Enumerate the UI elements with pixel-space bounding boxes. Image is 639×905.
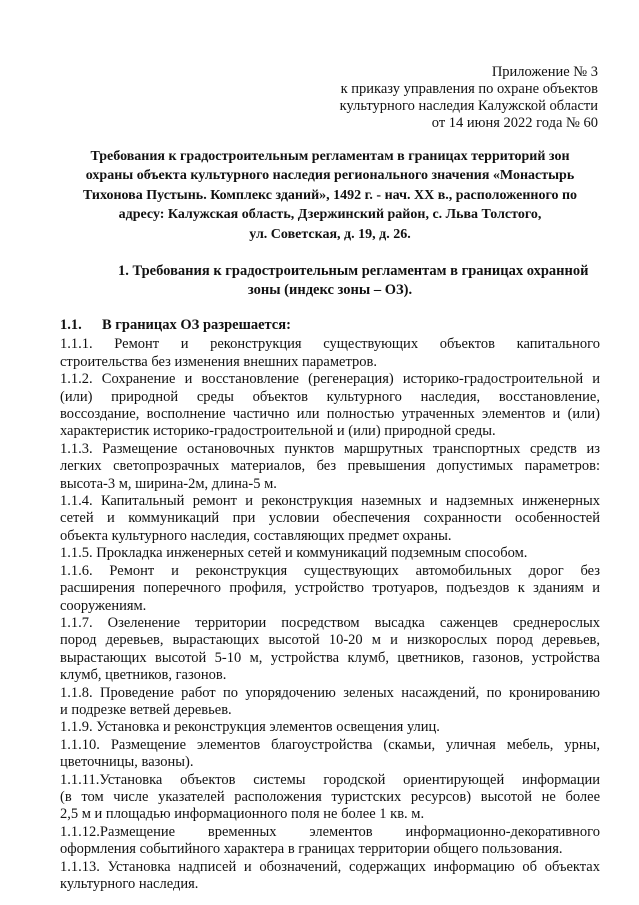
requirement-item <box>60 336 600 371</box>
requirement-item <box>60 685 600 720</box>
requirement-item <box>60 859 600 894</box>
requirement-line: 1.1.9. Установка и реконструкция элементов освещения улиц. <box>60 719 440 736</box>
requirement-line: легких светопрозрачных материалов, без превышения допустимых параметров: <box>60 458 600 475</box>
title-line: адресу: Калужская область, Дзержинский район, с. Льва Толстого, <box>118 207 542 223</box>
requirement-line: строительства без изменения внешних параметров. <box>60 353 377 370</box>
requirement-line: 1.1.11.Установка объектов системы городской ориентирующей информации <box>60 771 600 788</box>
requirement-line: 1.1.3. Размещение остановочных пунктов маршрутных транспортных средств из <box>60 440 600 457</box>
requirement-line: 1.1.1. Ремонт и реконструкция существующих объектов капитального <box>60 336 600 353</box>
requirement-item <box>60 615 600 685</box>
requirement-line: 1.1.2. Сохранение и восстановление (регенерация) историко-градостроительной и <box>60 371 600 388</box>
requirement-line: и подрезке ветвей деревьев. <box>60 701 232 718</box>
requirement-line: (в том числе указателей расположения туристских ресурсов) высотой не более <box>60 788 600 805</box>
requirement-line: расширения поперечного профиля, устройство тротуаров, подъездов к зданиям и <box>60 580 600 597</box>
requirement-line: 1.1.6. Ремонт и реконструкция существующих автомобильных дорог без <box>60 562 600 579</box>
header-line: культурного наследия Калужской области <box>339 98 598 114</box>
section-heading-line: зоны (индекс зоны – ОЗ). <box>247 282 413 298</box>
header-line: к приказу управления по охране объектов <box>340 81 598 97</box>
requirement-line: характеристик историко-градостроительной и (или) природной среды. <box>60 423 496 440</box>
requirement-line: вырастающих высотой 5-10 м, устройства клумб, цветников, газонов, устройства <box>60 649 600 666</box>
requirement-item <box>60 737 600 772</box>
requirement-line: (или) природной среды объектов культурного наследия, восстановление, <box>60 388 600 405</box>
header-line: от 14 июня 2022 года № 60 <box>431 115 598 131</box>
requirement-line: клумб, цветников, газонов. <box>60 667 227 684</box>
requirement-line: 1.1.7. Озеленение территории посредством высадка саженцев среднерослых <box>60 614 600 631</box>
requirement-line: сооружениям. <box>60 597 147 614</box>
header-line: Приложение № 3 <box>491 64 598 80</box>
requirement-line: высота-3 м, ширина-2м, длина-5 м. <box>60 475 277 492</box>
items-container <box>60 336 600 893</box>
requirement-item <box>60 493 600 545</box>
requirement-line: сетей и коммуникаций при условии обеспечения сохранности особенностей <box>60 510 600 527</box>
requirement-line: 1.1.12.Размещение временных элементов информационно-декоративного <box>60 823 600 840</box>
title-line: охраны объекта культурного наследия регионального значения «Монастырь <box>85 168 575 184</box>
requirement-line: 1.1.10. Размещение элементов благоустройства (скамьи, уличная мебель, урны, <box>60 736 600 753</box>
requirement-line: объекта культурного наследия, составляющих предмет охраны. <box>60 527 452 544</box>
subsection-number: 1.1. <box>60 317 82 333</box>
requirement-item <box>60 719 600 736</box>
requirement-line: 2,5 м и площадью информационного поля не более 1 кв. м. <box>60 806 425 823</box>
requirement-item <box>60 772 600 824</box>
title-line: Тихонова Пустынь. Комплекс зданий», 1492 г. - нач. XX в., расположенного по <box>82 187 578 203</box>
section-heading-line: 1. Требования к градостроительным регламентам в границах охранной <box>118 263 589 279</box>
requirement-line: оформления событийного характера в границах территории общего пользования. <box>60 841 563 858</box>
requirement-line: пород деревьев, вырастающих высотой 10-20 м и низкорослых пород деревьев, <box>60 632 600 649</box>
document-title <box>60 147 600 244</box>
title-line: Требования к градостроительным регламентам в границах территорий зон <box>90 149 570 164</box>
requirement-line: культурного наследия. <box>60 876 199 892</box>
requirement-line: 1.1.8. Проведение работ по упорядочению зеленых насаждений, по кронированию <box>60 684 600 701</box>
requirement-item <box>60 545 600 562</box>
subsection-heading <box>60 317 600 334</box>
appendix-header <box>340 64 598 132</box>
title-line: ул. Советская, д. 19, д. 26. <box>249 226 411 242</box>
requirement-line: цветочницы, вазоны). <box>60 754 194 771</box>
requirements-list <box>60 317 600 893</box>
requirement-line: 1.1.4. Капитальный ремонт и реконструкция наземных и надземных инженерных <box>60 493 600 510</box>
requirement-line: воссоздание, восполнение частично или полностью утраченных элементов и (или) <box>60 406 600 423</box>
requirement-item <box>60 563 600 615</box>
subsection-title: В границах ОЗ разрешается: <box>102 317 291 333</box>
requirement-item <box>60 824 600 859</box>
requirement-item <box>60 441 600 493</box>
requirement-item <box>60 371 600 441</box>
requirement-line: 1.1.13. Установка надписей и обозначений, содержащих информацию об объектах <box>60 858 600 875</box>
section-heading <box>60 262 600 300</box>
requirement-line: 1.1.5. Прокладка инженерных сетей и коммуникаций подземным способом. <box>60 545 528 562</box>
